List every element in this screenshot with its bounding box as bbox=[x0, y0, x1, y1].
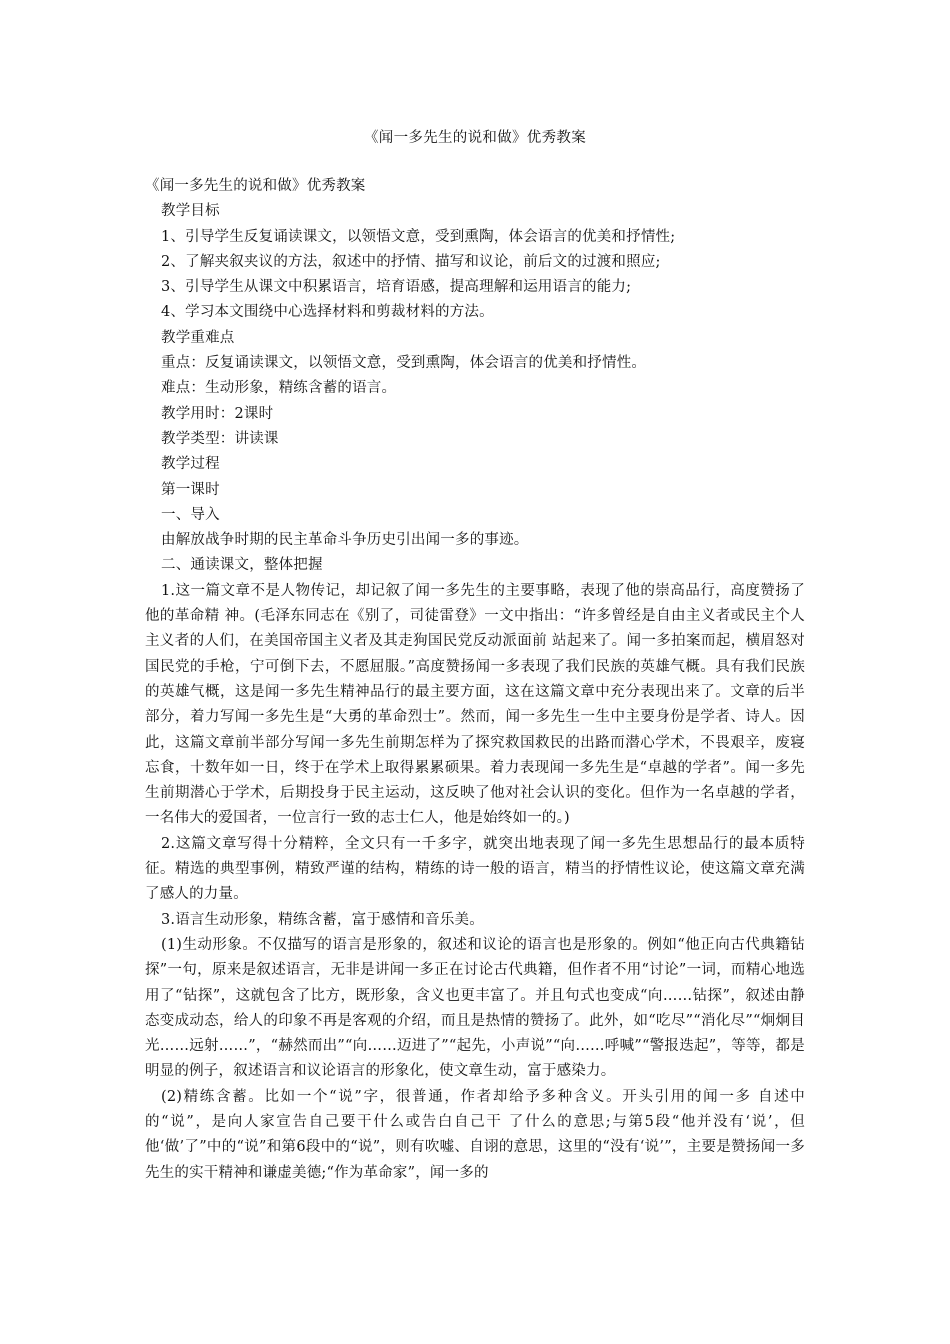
paragraph: 1.这一篇文章不是人物传记，却记叙了闻一多先生的主要事略，表现了他的崇高品行，高度赞扬了他的革命精 神。(毛泽东同志在《别了，司徒雷登》一文中指出：“许多曾经是自由主义者或民主个人主义者的人们，在美国帝国主义者及其走狗国民党反动派面前 站起来了。闻一多拍案而起，横眉怒对国民党的手枪，宁可倒下去，不愿屈服。”高度赞扬闻一多表现了我们民族的英雄气概。具有我们民族的英雄气概，这是闻一多先生精神品行的最主要方面，这在这篇文章中充分表现出来了。文章的后半部分，着力写闻一多先生是“大勇的革命烈士”。然而，闻一多先生一生中主要身份是学者、诗人。因此，这篇文章前半部分写闻一多先生前期怎样为了探究救国救民的出路而潜心学术，不畏艰辛，废寝忘食，十数年如一日，终于在学术上取得累累硕果。着力表现闻一多先生是“卓越的学者”。闻一多先生前期潜心于学术，后期投身于民主运动，这反映了他对社会认识的变化。但作为一名卓越的学者，一名伟大的爱国者，一位言行一致的志士仁人，他是始终如一的。) bbox=[145, 582, 805, 827]
paragraph: 由解放战争时期的民主革命斗争历史引出闻一多的事迹。 bbox=[161, 532, 529, 549]
paragraph: 教学目标 bbox=[161, 203, 220, 220]
page-title: 《闻一多先生的说和做》优秀教案 bbox=[364, 130, 586, 146]
paragraph: 一、导入 bbox=[161, 506, 220, 523]
paragraph: 3.语言生动形象，精练含蓄，富于感情和音乐美。 bbox=[161, 911, 484, 928]
paragraph: (1)生动形象。不仅描写的语言是形象的，叙述和议论的语言也是形象的。例如“他正向古代典籍钻探”一句，原来是叙述语言，无非是讲闻一多正在讨论古代典籍，但作者不用“讨论”一词，而精心地选用了“钻探”，这就包含了比方，既形象，含义也更丰富了。并且句式也变成“向……钻探”，叙述由静态变成动态，给人的印象不再是客观的介绍，而且是热情的赞扬了。此外，如“吃尽”“消化尽”“炯炯目光……远射……”，“赫然而出”“向……迈进了”“起先，小声说”“向……呼喊”“警报迭起”，等等，都是明显的例子，叙述语言和议论语言的形象化，使文章生动，富于感染力。 bbox=[145, 936, 805, 1080]
paragraph: 第一课时 bbox=[161, 481, 220, 498]
document-body bbox=[145, 174, 805, 1186]
paragraph: 1、引导学生反复诵读课文，以领悟文意，受到熏陶，体会语言的优美和抒情性; bbox=[161, 228, 676, 245]
paragraph: 难点：生动形象，精练含蓄的语言。 bbox=[161, 380, 397, 397]
paragraph: 重点：反复诵读课文，以领悟文意，受到熏陶，体会语言的优美和抒情性。 bbox=[161, 355, 647, 372]
paragraph: 3、引导学生从课文中积累语言，培育语感，提高理解和运用语言的能力; bbox=[161, 279, 632, 296]
paragraph: 2、了解夹叙夹议的方法，叙述中的抒情、描写和议论，前后文的过渡和照应; bbox=[161, 253, 661, 270]
paragraph: 教学重难点 bbox=[161, 329, 235, 346]
paragraph: 教学类型：讲读课 bbox=[161, 430, 279, 447]
paragraph: 2.这篇文章写得十分精粹，全文只有一千多字，就突出地表现了闻一多先生思想品行的最本质特征。精选的典型事例，精致严谨的结构，精练的诗一般的语言，精当的抒情性议论，使这篇文章充满了感人的力量。 bbox=[145, 835, 805, 903]
paragraph: 4、学习本文围绕中心选择材料和剪裁材料的方法。 bbox=[161, 304, 494, 321]
document-heading: 《闻一多先生的说和做》优秀教案 bbox=[145, 178, 366, 194]
paragraph: 二、通读课文，整体把握 bbox=[161, 557, 323, 574]
paragraph: 教学过程 bbox=[161, 456, 220, 473]
paragraph: (2)精练含蓄。比如一个“说”字，很普通，作者却给予多种含义。开头引用的闻一多 自述中的“说”，是向人家宣告自己要干什么或告白自己干 了什么的意思;与第5段“他并没有‘说’，但他‘做’了”中的“说”和第6段中的“说”，则有吹嘘、自诩的意思，这里的“没有‘说’”，主要是赞扬闻一多先生的实干精神和谦虚美德;“作为革命家”，闻一多的 bbox=[145, 1088, 805, 1181]
paragraph: 教学用时：2课时 bbox=[161, 405, 274, 422]
